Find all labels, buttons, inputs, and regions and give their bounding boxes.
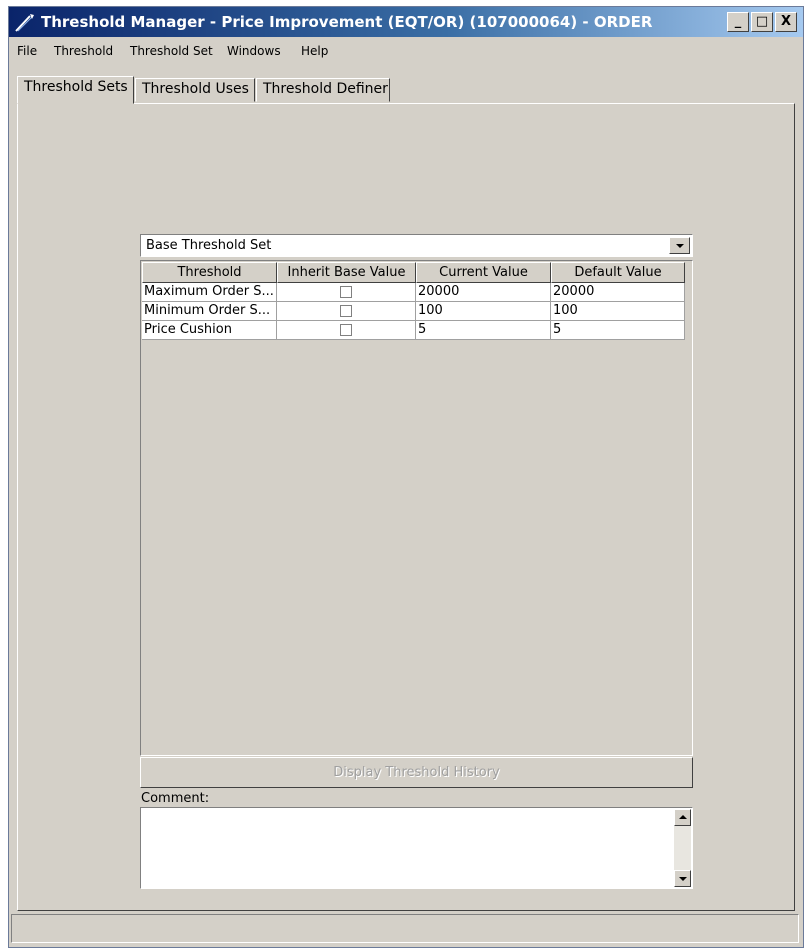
threshold-set-selected-value: Base Threshold Set (146, 238, 272, 253)
chevron-down-icon (676, 244, 684, 248)
menu-windows[interactable]: Windows (227, 44, 281, 58)
scroll-up-button[interactable] (674, 809, 691, 826)
status-bar (11, 914, 799, 943)
chevron-up-icon (679, 815, 687, 819)
cell-inherit-base-value[interactable] (277, 283, 416, 302)
threshold-sets-panel (17, 103, 795, 911)
inherit-checkbox[interactable] (340, 286, 352, 298)
minimize-button[interactable] (727, 12, 749, 32)
display-threshold-history-button[interactable]: Display Threshold History (140, 757, 693, 788)
cell-inherit-base-value[interactable] (277, 321, 416, 340)
cell-current-value[interactable]: 20000 (416, 283, 551, 302)
minimize-icon: _ (734, 14, 742, 29)
tab-threshold-definer[interactable] (256, 78, 390, 102)
comment-scrollbar[interactable] (674, 809, 691, 887)
menu-help[interactable]: Help (301, 44, 329, 58)
menu-file[interactable]: File (17, 44, 38, 58)
comment-textarea[interactable] (140, 807, 693, 889)
tab-threshold-uses-label: Threshold Uses (142, 81, 249, 97)
thresholds-table (140, 260, 693, 756)
tab-threshold-sets-label: Threshold Sets (24, 79, 128, 95)
cell-default-value[interactable]: 5 (551, 321, 685, 340)
cell-default-value[interactable]: 20000 (551, 283, 685, 302)
cell-default-value[interactable]: 100 (551, 302, 685, 321)
title-bar[interactable] (9, 7, 803, 37)
tab-threshold-definer-label: Threshold Definer (263, 81, 388, 97)
menu-threshold[interactable]: Threshold (54, 44, 114, 58)
maximize-icon: □ (755, 14, 769, 29)
menu-threshold-set[interactable]: Threshold Set (130, 44, 213, 58)
menu-bar (9, 40, 803, 62)
dropdown-arrow-button[interactable] (669, 237, 690, 254)
cell-threshold[interactable]: Minimum Order S... (142, 302, 277, 321)
cell-current-value[interactable]: 5 (416, 321, 551, 340)
threshold-manager-window (8, 6, 804, 948)
column-header-default-value[interactable]: Default Value (551, 262, 685, 283)
close-button[interactable] (775, 12, 797, 32)
column-header-inherit-base-value[interactable]: Inherit Base Value (277, 262, 416, 283)
column-header-threshold[interactable]: Threshold (142, 262, 277, 283)
threshold-set-dropdown[interactable] (140, 234, 693, 257)
column-header-current-value[interactable]: Current Value (416, 262, 551, 283)
maximize-button[interactable] (751, 12, 773, 32)
tab-threshold-uses[interactable] (135, 78, 255, 102)
scroll-down-button[interactable] (674, 870, 691, 887)
chevron-down-icon (679, 877, 687, 881)
close-icon: X (780, 14, 792, 29)
inherit-checkbox[interactable] (340, 324, 352, 336)
inherit-checkbox[interactable] (340, 305, 352, 317)
cell-threshold[interactable]: Price Cushion (142, 321, 277, 340)
cell-inherit-base-value[interactable] (277, 302, 416, 321)
tab-threshold-sets[interactable] (17, 76, 134, 104)
cell-threshold[interactable]: Maximum Order S... (142, 283, 277, 302)
app-wand-icon (13, 13, 35, 33)
comment-label: Comment: (141, 791, 210, 806)
cell-current-value[interactable]: 100 (416, 302, 551, 321)
window-title: Threshold Manager - Price Improvement (EQT/OR) (107000064) - ORDER (41, 13, 653, 31)
